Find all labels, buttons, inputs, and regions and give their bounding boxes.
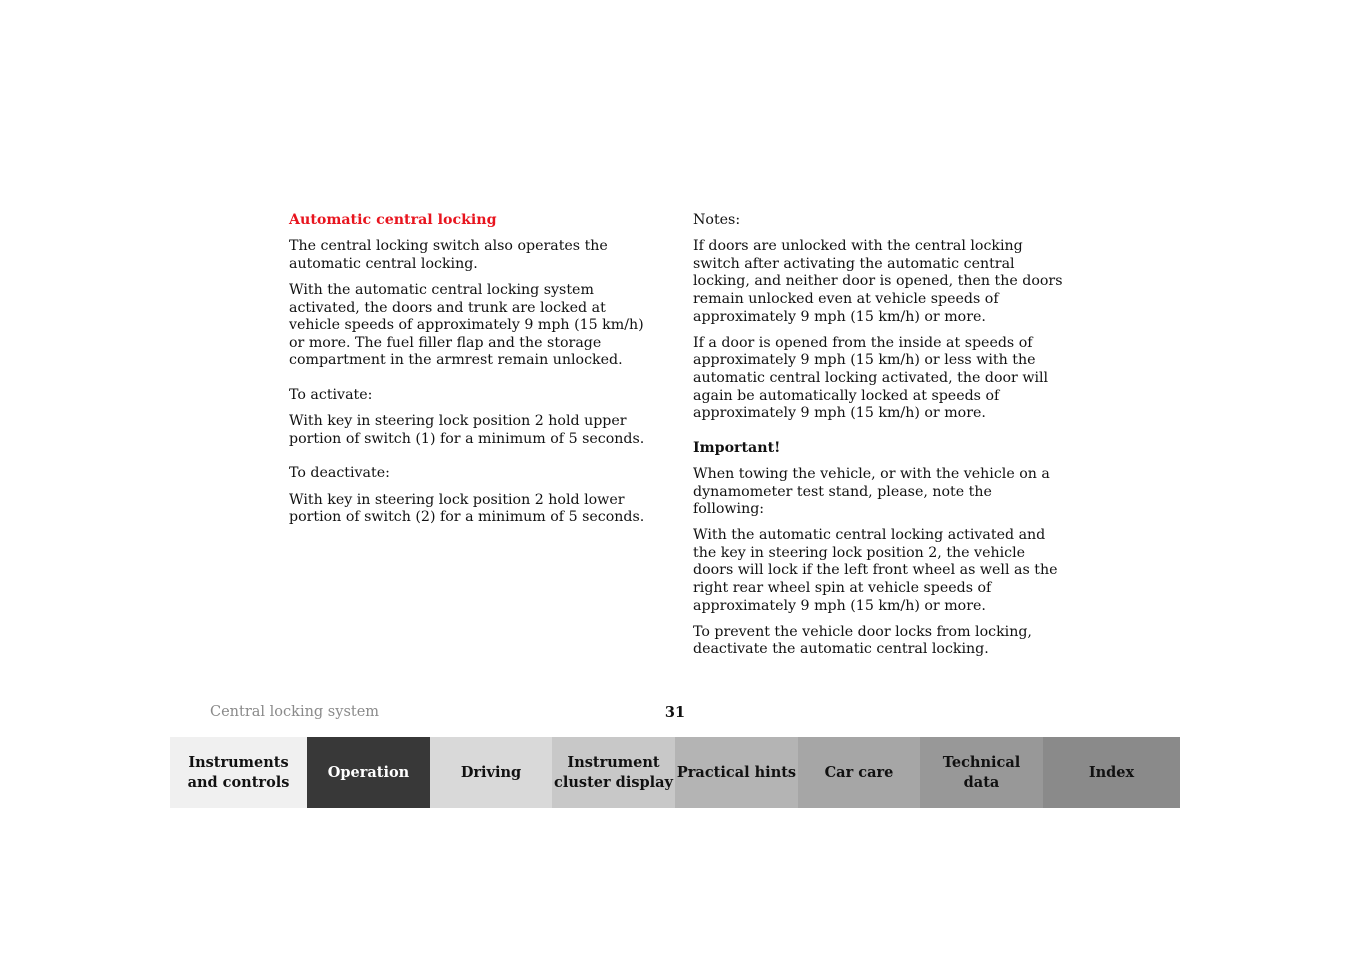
footer-section-title: Central locking system [210,704,380,720]
important-heading: Important! [693,439,781,456]
tab-operation[interactable]: Operation [307,737,430,808]
tab-car-care[interactable]: Car care [798,737,920,808]
right-column [693,212,1065,668]
tab-instrument-cluster-display[interactable]: Instrument cluster display [552,737,675,808]
important-paragraph: When towing the vehicle, or with the vehicle on a dynamometer test stand, please, note the following: [693,465,1050,518]
important-paragraph: With the automatic central locking activated and the key in steering lock position 2, the vehicle doors will lock if the left front wheel as well as the right rear wheel spin at vehicle speeds of approximately 9 mph (15 km/h) or more. [693,527,1058,614]
tab-driving[interactable]: Driving [430,737,552,808]
note-paragraph: If doors are unlocked with the central locking switch after activating the automatic central locking, and neither door is opened, then the doors remain unlocked even at vehicle speeds of approximately 9 mph (15 km/h) or more. [693,238,1063,325]
deactivate-label: To deactivate: [289,465,390,482]
page-number: 31 [664,704,686,721]
tab-practical-hints[interactable]: Practical hints [675,737,798,808]
tab-index[interactable]: Index [1043,737,1180,808]
note-paragraph: If a door is opened from the inside at speeds of approximately 9 mph (15 km/h) or less with the automatic central locking activated, the door will again be automatically locked at speeds of approximately 9 mph (15 km/h) or more. [693,334,1049,422]
paragraph: With the automatic central locking system activated, the doors and trunk are locked at vehicle speeds of approximately 9 mph (15 km/h) or more. The fuel filler flap and the storage compartment in the armrest remain unlocked. [289,281,644,369]
notes-label: Notes: [693,212,741,228]
activate-instructions: With key in steering lock position 2 hold upper portion of switch (1) for a minimum of 5 seconds. [289,413,645,447]
important-paragraph: To prevent the vehicle door locks from locking, deactivate the automatic central locking. [693,623,1032,658]
paragraph: The central locking switch also operates the automatic central locking. [289,238,608,272]
tab-technical-data[interactable]: Technical data [920,737,1043,808]
chapter-tab-bar [170,737,1180,808]
tab-instruments-and-controls[interactable]: Instruments and controls [170,737,307,808]
deactivate-instructions: With key in steering lock position 2 hold lower portion of switch (2) for a minimum of 5 seconds. [289,491,645,526]
section-heading: Automatic central locking [289,212,497,228]
activate-label: To activate: [289,386,373,403]
left-column [289,212,661,535]
